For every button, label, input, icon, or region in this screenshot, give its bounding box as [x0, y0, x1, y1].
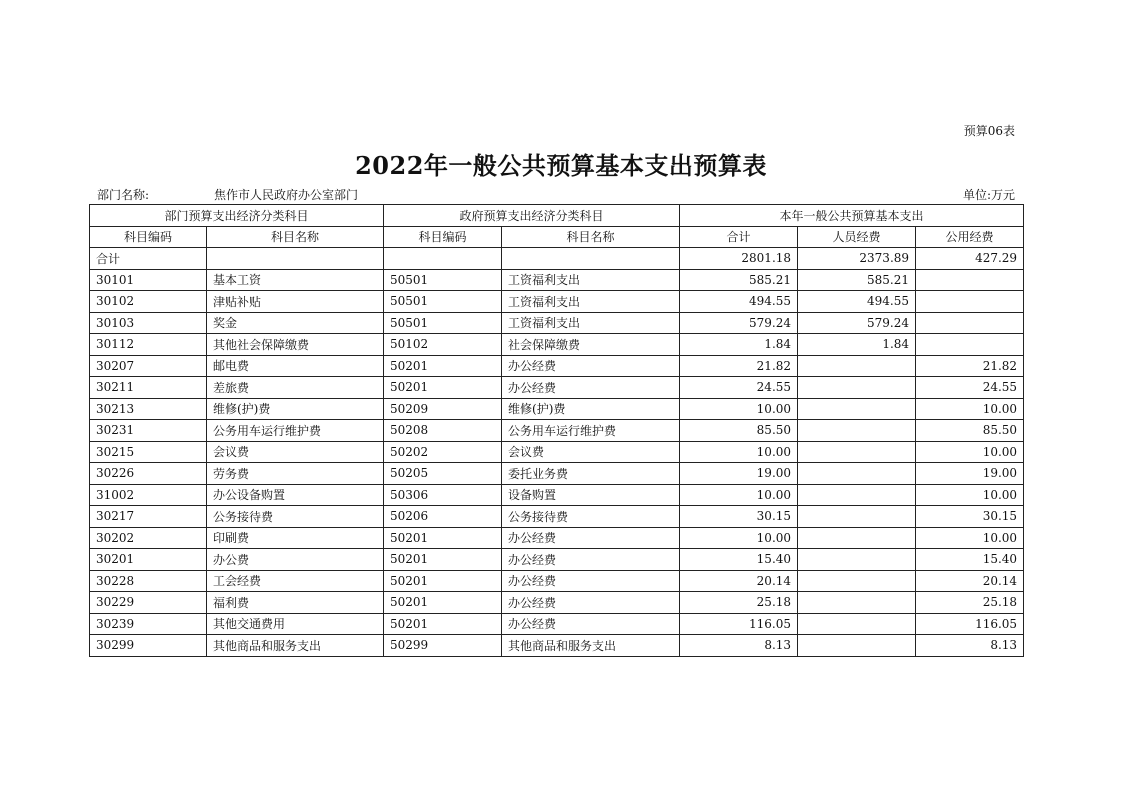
sum-cell: 8.13: [680, 635, 798, 657]
column-header: 科目名称: [207, 226, 384, 248]
gov-code-cell: 50206: [384, 506, 502, 528]
gov-code-cell: 50501: [384, 269, 502, 291]
gov-name-cell: 其他商品和服务支出: [502, 635, 680, 657]
table-row: [90, 570, 1024, 592]
gov-code-cell: 50201: [384, 355, 502, 377]
table-row: [90, 549, 1024, 571]
dept-name-cell: 维修(护)费: [207, 398, 384, 420]
dept-name-cell: 其他社会保障缴费: [207, 334, 384, 356]
table-row: [90, 334, 1024, 356]
personnel-cell: [798, 549, 916, 571]
dept-code-cell: 30229: [90, 592, 207, 614]
column-header: 合计: [680, 226, 798, 248]
gov-name-cell: 办公经费: [502, 570, 680, 592]
gov-name-cell: 工资福利支出: [502, 291, 680, 313]
dept-name-cell: 福利费: [207, 592, 384, 614]
sum-cell: 20.14: [680, 570, 798, 592]
dept-code-cell: 30239: [90, 613, 207, 635]
public-cell: 10.00: [916, 527, 1024, 549]
personnel-cell: 494.55: [798, 291, 916, 313]
sum-cell: 585.21: [680, 269, 798, 291]
gov-name-cell: 办公经费: [502, 592, 680, 614]
gov-code-cell: 50201: [384, 613, 502, 635]
personnel-cell: [798, 613, 916, 635]
unit-label: 单位:万元: [962, 188, 1015, 202]
sum-cell: 10.00: [680, 527, 798, 549]
sum-cell: 25.18: [680, 592, 798, 614]
personnel-cell: [798, 377, 916, 399]
gov-code-cell: 50306: [384, 484, 502, 506]
gov-code-cell: 50102: [384, 334, 502, 356]
table-row: [90, 441, 1024, 463]
public-cell: 116.05: [916, 613, 1024, 635]
public-cell: 20.14: [916, 570, 1024, 592]
sum-cell: 1.84: [680, 334, 798, 356]
gov-name-cell: 维修(护)费: [502, 398, 680, 420]
dept-code-cell: 30201: [90, 549, 207, 571]
table-row: [90, 463, 1024, 485]
sum-cell: 579.24: [680, 312, 798, 334]
personnel-cell: 579.24: [798, 312, 916, 334]
group-header-expense: 本年一般公共预算基本支出: [680, 205, 1024, 227]
gov-name-cell: 办公经费: [502, 527, 680, 549]
dept-name-cell: 劳务费: [207, 463, 384, 485]
dept-name-cell: 办公费: [207, 549, 384, 571]
group-header-row: [90, 205, 1024, 227]
sum-cell: 21.82: [680, 355, 798, 377]
sum-cell: 24.55: [680, 377, 798, 399]
personnel-cell: [798, 592, 916, 614]
personnel-cell: [798, 398, 916, 420]
gov-name-cell: 办公经费: [502, 549, 680, 571]
column-header: 人员经费: [798, 226, 916, 248]
dept-name-cell: 津贴补贴: [207, 291, 384, 313]
gov-code-cell: 50205: [384, 463, 502, 485]
gov-name-cell: 设备购置: [502, 484, 680, 506]
personnel-cell: [798, 527, 916, 549]
gov-name-cell: 办公经费: [502, 377, 680, 399]
public-cell: 21.82: [916, 355, 1024, 377]
public-cell: [916, 334, 1024, 356]
dept-code-cell: 30101: [90, 269, 207, 291]
personnel-cell: [798, 570, 916, 592]
dept-name-cell: 其他商品和服务支出: [207, 635, 384, 657]
sum-cell: 494.55: [680, 291, 798, 313]
gov-code-cell: 50201: [384, 377, 502, 399]
budget-table: [89, 204, 1024, 657]
table-row: [90, 355, 1024, 377]
public-cell: 8.13: [916, 635, 1024, 657]
table-row: [90, 613, 1024, 635]
dept-name-cell: 办公设备购置: [207, 484, 384, 506]
sum-cell: 85.50: [680, 420, 798, 442]
table-cell: [384, 248, 502, 270]
sum-cell: 30.15: [680, 506, 798, 528]
dept-name-cell: 印刷费: [207, 527, 384, 549]
table-row: [90, 506, 1024, 528]
dept-name-cell: 邮电费: [207, 355, 384, 377]
dept-code-cell: 30226: [90, 463, 207, 485]
dept-code-cell: 30213: [90, 398, 207, 420]
public-cell: 30.15: [916, 506, 1024, 528]
gov-code-cell: 50201: [384, 549, 502, 571]
gov-name-cell: 公务接待费: [502, 506, 680, 528]
column-header: 科目编码: [90, 226, 207, 248]
personnel-cell: [798, 635, 916, 657]
gov-name-cell: 办公经费: [502, 355, 680, 377]
table-row: [90, 592, 1024, 614]
total-personnel: 2373.89: [798, 248, 916, 270]
column-header: 科目名称: [502, 226, 680, 248]
personnel-cell: [798, 355, 916, 377]
gov-name-cell: 会议费: [502, 441, 680, 463]
personnel-cell: [798, 420, 916, 442]
gov-code-cell: 50201: [384, 570, 502, 592]
gov-code-cell: 50202: [384, 441, 502, 463]
dept-name-cell: 奖金: [207, 312, 384, 334]
dept-name-cell: 其他交通费用: [207, 613, 384, 635]
public-cell: 85.50: [916, 420, 1024, 442]
group-header-gov: 政府预算支出经济分类科目: [384, 205, 680, 227]
gov-name-cell: 办公经费: [502, 613, 680, 635]
dept-code-cell: 30217: [90, 506, 207, 528]
dept-code-cell: 30215: [90, 441, 207, 463]
dept-name-cell: 基本工资: [207, 269, 384, 291]
table-row: [90, 527, 1024, 549]
table-cell: [207, 248, 384, 270]
table-row: [90, 312, 1024, 334]
column-header: 公用经费: [916, 226, 1024, 248]
gov-code-cell: 50208: [384, 420, 502, 442]
department-name: 焦作市人民政府办公室部门: [214, 188, 359, 202]
dept-name-cell: 公务用车运行维护费: [207, 420, 384, 442]
personnel-cell: 585.21: [798, 269, 916, 291]
dept-code-cell: 30112: [90, 334, 207, 356]
table-row: [90, 398, 1024, 420]
public-cell: 25.18: [916, 592, 1024, 614]
gov-name-cell: 委托业务费: [502, 463, 680, 485]
gov-name-cell: 工资福利支出: [502, 269, 680, 291]
dept-name-cell: 工会经费: [207, 570, 384, 592]
total-sum: 2801.18: [680, 248, 798, 270]
gov-name-cell: 公务用车运行维护费: [502, 420, 680, 442]
personnel-cell: [798, 441, 916, 463]
column-header: 科目编码: [384, 226, 502, 248]
department-label: 部门名称:: [97, 188, 150, 202]
sum-cell: 10.00: [680, 441, 798, 463]
gov-name-cell: 社会保障缴费: [502, 334, 680, 356]
personnel-cell: [798, 463, 916, 485]
public-cell: [916, 269, 1024, 291]
public-cell: 19.00: [916, 463, 1024, 485]
dept-code-cell: 30102: [90, 291, 207, 313]
dept-name-cell: 公务接待费: [207, 506, 384, 528]
total-label: 合计: [90, 248, 207, 270]
table-row: [90, 635, 1024, 657]
public-cell: 24.55: [916, 377, 1024, 399]
public-cell: [916, 312, 1024, 334]
personnel-cell: [798, 506, 916, 528]
gov-code-cell: 50201: [384, 592, 502, 614]
gov-code-cell: 50209: [384, 398, 502, 420]
table-row: [90, 484, 1024, 506]
table-row: [90, 377, 1024, 399]
gov-code-cell: 50501: [384, 312, 502, 334]
personnel-cell: 1.84: [798, 334, 916, 356]
sum-cell: 116.05: [680, 613, 798, 635]
public-cell: 10.00: [916, 441, 1024, 463]
dept-code-cell: 30299: [90, 635, 207, 657]
table-row: [90, 269, 1024, 291]
table-row: [90, 420, 1024, 442]
group-header-dept: 部门预算支出经济分类科目: [90, 205, 384, 227]
gov-code-cell: 50201: [384, 527, 502, 549]
sum-cell: 10.00: [680, 484, 798, 506]
total-public: 427.29: [916, 248, 1024, 270]
dept-code-cell: 30103: [90, 312, 207, 334]
personnel-cell: [798, 484, 916, 506]
public-cell: 10.00: [916, 398, 1024, 420]
column-header-row: [90, 226, 1024, 248]
table-row: [90, 291, 1024, 313]
public-cell: 15.40: [916, 549, 1024, 571]
dept-code-cell: 30211: [90, 377, 207, 399]
dept-code-cell: 31002: [90, 484, 207, 506]
total-row: [90, 248, 1024, 270]
dept-code-cell: 30202: [90, 527, 207, 549]
gov-name-cell: 工资福利支出: [502, 312, 680, 334]
form-number: 预算06表: [963, 124, 1015, 138]
table-cell: [502, 248, 680, 270]
dept-code-cell: 30228: [90, 570, 207, 592]
dept-name-cell: 会议费: [207, 441, 384, 463]
sum-cell: 15.40: [680, 549, 798, 571]
gov-code-cell: 50501: [384, 291, 502, 313]
dept-code-cell: 30231: [90, 420, 207, 442]
sum-cell: 19.00: [680, 463, 798, 485]
sum-cell: 10.00: [680, 398, 798, 420]
page-title: 2022年一般公共预算基本支出预算表: [355, 151, 767, 180]
public-cell: 10.00: [916, 484, 1024, 506]
public-cell: [916, 291, 1024, 313]
gov-code-cell: 50299: [384, 635, 502, 657]
dept-name-cell: 差旅费: [207, 377, 384, 399]
dept-code-cell: 30207: [90, 355, 207, 377]
